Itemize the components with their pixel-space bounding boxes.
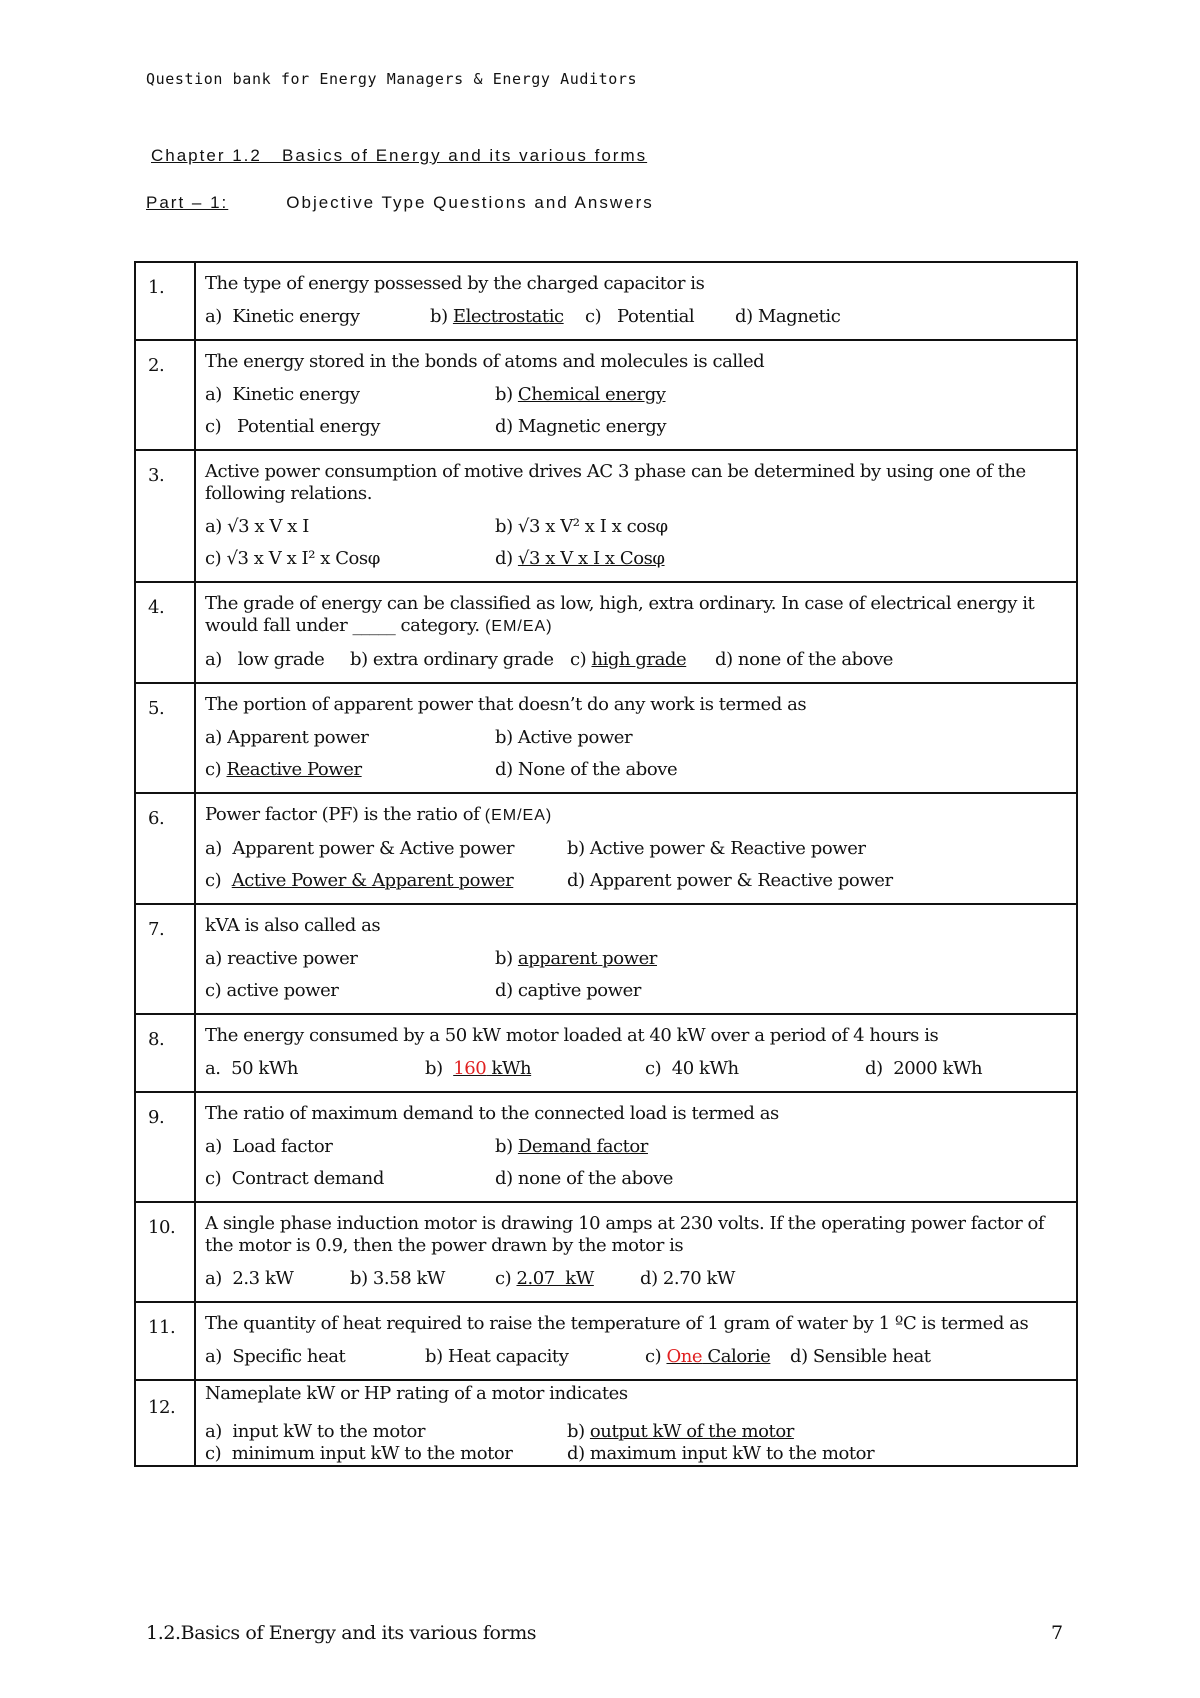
question-content — [195, 683, 1077, 793]
correct-answer: 2.07 kW — [516, 1268, 594, 1289]
question-row — [135, 1092, 1077, 1202]
answer-option: d) Apparent power & Reactive power — [567, 870, 893, 891]
answer-option: c) 2.07 kW — [495, 1268, 594, 1289]
question-row — [135, 1380, 1077, 1466]
answer-option: b) √3 x V² x I x cosφ — [495, 516, 668, 537]
options-row — [205, 305, 1068, 329]
correct-answer: √3 x V x I x Cosφ — [517, 548, 665, 569]
exam-tag: (EM/EA) — [479, 807, 553, 824]
question-row — [135, 683, 1077, 793]
correct-answer: Electrostatic — [452, 306, 564, 327]
question-row — [135, 1014, 1077, 1092]
options-row — [205, 648, 1068, 672]
question-row — [135, 450, 1077, 582]
answer-option: a) Kinetic energy — [205, 384, 360, 405]
options-row — [205, 1443, 1068, 1465]
answer-option: c) active power — [205, 980, 339, 1001]
answer-option: c) Potential — [585, 306, 695, 327]
exam-tag: (EM/EA) — [479, 618, 553, 635]
question-number: 1. — [135, 262, 195, 340]
question-content — [195, 1202, 1077, 1302]
answer-option: a) 2.3 kW — [205, 1268, 294, 1289]
answer-option: a) Apparent power & Active power — [205, 838, 515, 859]
answer-option: d) none of the above — [715, 649, 894, 670]
options-row — [205, 947, 1068, 971]
answer-option: a) Apparent power — [205, 727, 369, 748]
question-text: kVA is also called as — [205, 915, 381, 936]
answer-option: b) extra ordinary grade — [350, 649, 554, 670]
question-text: Power factor (PF) is the ratio of (EM/EA) — [205, 804, 553, 825]
question-number: 8. — [135, 1014, 195, 1092]
answer-option: c) √3 x V x I² x Cosφ — [205, 548, 380, 569]
correct-answer: Reactive Power — [226, 759, 362, 780]
answer-option: d) Sensible heat — [790, 1346, 931, 1367]
options-row — [205, 1345, 1068, 1369]
options-row — [205, 415, 1068, 439]
answer-option: d) 2.70 kW — [640, 1268, 735, 1289]
answer-option: d) none of the above — [495, 1168, 674, 1189]
questions-table — [134, 261, 1078, 1467]
options-row — [205, 726, 1068, 750]
question-content — [195, 1014, 1077, 1092]
question-content — [195, 340, 1077, 450]
question-number: 6. — [135, 793, 195, 904]
options-row — [205, 1421, 1068, 1443]
question-text: Active power consumption of motive drives AC 3 phase can be determined by using one of the following relations. — [205, 461, 1026, 504]
question-row — [135, 904, 1077, 1014]
page-number: 7 — [1051, 1622, 1064, 1644]
question-row — [135, 1202, 1077, 1302]
answer-option: b) 160 kWh — [425, 1058, 532, 1079]
part-label: Part – 1: — [146, 193, 229, 212]
question-number: 4. — [135, 582, 195, 683]
answer-option: c) high grade — [570, 649, 687, 670]
answer-option: b) Heat capacity — [425, 1346, 569, 1367]
options-row — [205, 515, 1068, 539]
correct-answer: high grade — [591, 649, 687, 670]
question-content — [195, 1302, 1077, 1380]
question-content — [195, 793, 1077, 904]
answer-option: d) Magnetic — [735, 306, 841, 327]
question-number: 2. — [135, 340, 195, 450]
answer-option: c) Reactive Power — [205, 759, 362, 780]
answer-option: c) Contract demand — [205, 1168, 384, 1189]
question-text: A single phase induction motor is drawing 10 amps at 230 volts. If the operating power factor of the motor is 0.9, then the power drawn by the motor is — [205, 1213, 1045, 1256]
correct-answer: Chemical energy — [517, 384, 666, 405]
answer-option: a) input kW to the motor — [205, 1421, 426, 1442]
options-row — [205, 383, 1068, 407]
question-text: The quantity of heat required to raise the temperature of 1 gram of water by 1 ºC is termed as — [205, 1313, 1029, 1334]
question-number: 7. — [135, 904, 195, 1014]
question-text: The ratio of maximum demand to the connected load is termed as — [205, 1103, 779, 1124]
question-content — [195, 582, 1077, 683]
answer-option: a) Specific heat — [205, 1346, 346, 1367]
answer-option: d) captive power — [495, 980, 641, 1001]
answer-option: a) reactive power — [205, 948, 358, 969]
answer-option: a) Load factor — [205, 1136, 333, 1157]
question-number: 5. — [135, 683, 195, 793]
answer-option: a) low grade — [205, 649, 325, 670]
question-text: The grade of energy can be classified as low, high, extra ordinary. In case of electrical energy it would fall under _____ category. (EM/EA) — [205, 593, 1035, 636]
correct-answer: Demand factor — [517, 1136, 648, 1157]
question-content — [195, 262, 1077, 340]
question-row — [135, 1302, 1077, 1380]
answer-option: d) 2000 kWh — [865, 1058, 983, 1079]
options-row — [205, 1167, 1068, 1191]
question-row — [135, 262, 1077, 340]
question-number: 3. — [135, 450, 195, 582]
question-content — [195, 450, 1077, 582]
question-row — [135, 793, 1077, 904]
answer-option: a. 50 kWh — [205, 1058, 299, 1079]
chapter-title: Chapter 1.2 Basics of Energy and its various forms — [151, 146, 648, 165]
part-title — [146, 193, 654, 213]
question-number: 9. — [135, 1092, 195, 1202]
question-text: The type of energy possessed by the charged capacitor is — [205, 273, 705, 294]
answer-option: b) Electrostatic — [430, 306, 564, 327]
question-content — [195, 904, 1077, 1014]
options-row — [205, 1135, 1068, 1159]
question-number: 11. — [135, 1302, 195, 1380]
answer-option: b) Active power & Reactive power — [567, 838, 866, 859]
answer-option: c) Potential energy — [205, 416, 380, 437]
options-row — [205, 758, 1068, 782]
answer-option: c) minimum input kW to the motor — [205, 1443, 513, 1464]
answer-option: d) maximum input kW to the motor — [567, 1443, 875, 1464]
question-content — [195, 1380, 1077, 1466]
part-text: Objective Type Questions and Answers — [286, 193, 654, 212]
correct-answer: 160 kWh — [453, 1058, 532, 1079]
question-row — [135, 582, 1077, 683]
question-number: 12. — [135, 1380, 195, 1466]
options-row — [205, 979, 1068, 1003]
correct-answer: output kW of the motor — [589, 1421, 794, 1442]
correct-answer: apparent power — [517, 948, 657, 969]
answer-option: d) √3 x V x I x Cosφ — [495, 548, 665, 569]
page-footer: 1.2.Basics of Energy and its various forms — [146, 1622, 537, 1644]
answer-option: d) Magnetic energy — [495, 416, 667, 437]
question-row — [135, 340, 1077, 450]
options-row — [205, 1057, 1068, 1081]
options-row — [205, 1267, 1068, 1291]
answer-option: b) 3.58 kW — [350, 1268, 445, 1289]
answer-option: b) apparent power — [495, 948, 657, 969]
answer-option: b) Demand factor — [495, 1136, 648, 1157]
answer-option: a) √3 x V x I — [205, 516, 309, 537]
answer-option: c) One Calorie — [645, 1346, 771, 1367]
answer-option: b) output kW of the motor — [567, 1421, 794, 1442]
question-text: The energy consumed by a 50 kW motor loaded at 40 kW over a period of 4 hours is — [205, 1025, 939, 1046]
answer-option: b) Active power — [495, 727, 633, 748]
answer-option: c) 40 kWh — [645, 1058, 739, 1079]
question-text: The energy stored in the bonds of atoms and molecules is called — [205, 351, 765, 372]
answer-option: b) Chemical energy — [495, 384, 666, 405]
answer-option: d) None of the above — [495, 759, 678, 780]
options-row — [205, 869, 1068, 893]
answer-option: c) Active Power & Apparent power — [205, 870, 514, 891]
correct-answer: One Calorie — [666, 1346, 771, 1367]
correct-answer: Active Power & Apparent power — [231, 870, 514, 891]
question-content — [195, 1092, 1077, 1202]
question-text: The portion of apparent power that doesn’t do any work is termed as — [205, 694, 807, 715]
options-row — [205, 547, 1068, 571]
options-row — [205, 837, 1068, 861]
page-header: Question bank for Energy Managers & Energy Auditors — [146, 70, 638, 88]
question-text: Nameplate kW or HP rating of a motor indicates — [205, 1383, 628, 1404]
answer-option: a) Kinetic energy — [205, 306, 360, 327]
question-number: 10. — [135, 1202, 195, 1302]
